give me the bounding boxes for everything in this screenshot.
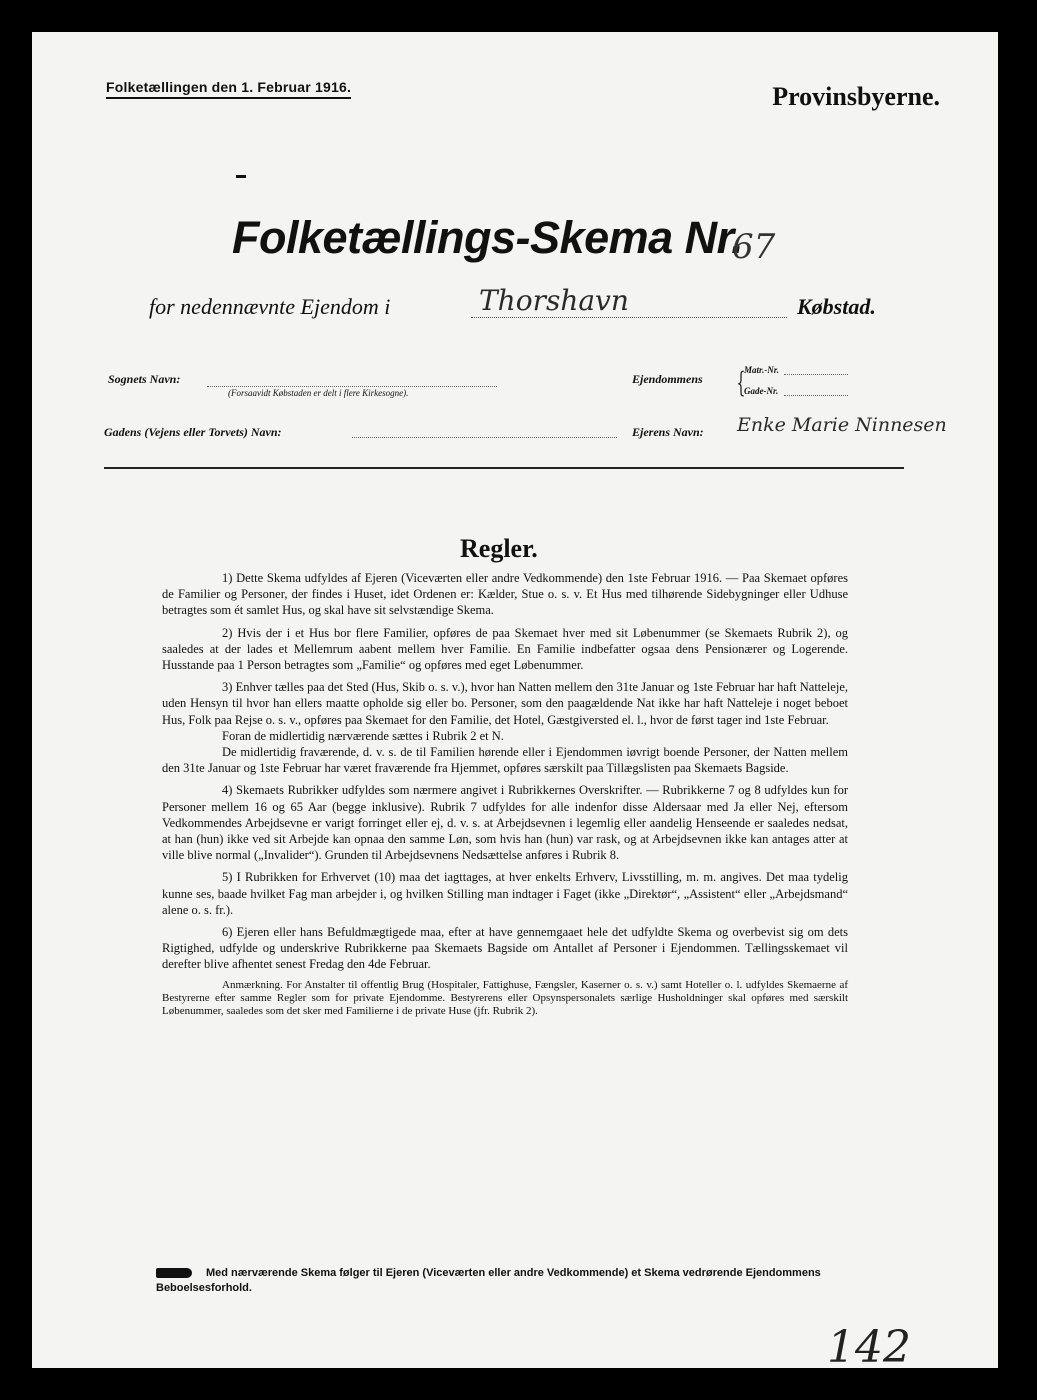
remark: Anmærkning. For Anstalter til offentlig Brug (Hospitaler, Fattighuse, Fængsler, Kaserner o. s. v.) samt Hoteller o. l. udfyldes Skemaerne af Bestyrerne efter samme Regler som for private Ejendomme. Bestyrerens eller Opsynspersonalets særlige Husholdninger skal opføres med særskilt Løbenummer, saaledes som det sker med Familierne i de private Huse (jfr. Rubrik 2). <box>162 978 848 1018</box>
property-trail: Købstad. <box>797 294 876 319</box>
street-label: Gadens (Vejens eller Torvets) Navn: <box>104 425 282 439</box>
town-field-line <box>471 317 787 318</box>
pointing-hand-icon <box>156 1268 192 1278</box>
rule-3: 3) Enhver tælles paa det Sted (Hus, Skib o. s. v.), hvor han Natten mellem den 31te Januar og 1ste Februar har haft Natteleje, uden Hensyn til hvor han ellers maatte opholde sig eller bo. Personer, som den paagældende Nat ikke har haft Natteleje i noget beboet Hus, Folk paa Rejse o. s. v., opføres paa Skemaet for den Familie, det Hotel, Gæstgiversted el. l., hvor de først tager ind 1ste Februar. <box>162 680 848 727</box>
brace-icon: { <box>736 366 746 399</box>
rule-6: 6) Ejeren eller hans Befuldmægtigede maa, efter at have gennemgaaet hele det udfyldte Skema og overbevist sig om dets Rigtighed, udfylde og underskrive Rubrikkerne paa Skemaets Bagside om Antallet af Personer i Ejendommen. Tællingsskemaet vil derefter blive afhentet senest Fredag den 4de Februar. <box>162 925 848 972</box>
gade-field <box>784 395 848 396</box>
rule-3-marker: Foran de midlertidig nærværende sættes i Rubrik 2 et N. <box>222 728 504 743</box>
parish-note: (Forsaavidt Købstaden er delt i flere Kirkesogne). <box>228 388 409 398</box>
parish-label: Sognets Navn: <box>108 372 181 386</box>
census-form-page <box>32 32 998 1373</box>
property-lead: for nedennævnte Ejendom i <box>149 294 391 319</box>
town-name: Thorshavn <box>479 284 629 317</box>
street-field <box>352 437 617 438</box>
region-label: Provinsbyerne. <box>772 82 940 111</box>
rules-body <box>162 570 848 1024</box>
matr-label: Matr.-Nr. <box>744 365 780 375</box>
parish-field <box>207 386 497 387</box>
property-number-label: Ejendommens <box>632 372 703 386</box>
dash-mark <box>236 175 246 178</box>
rule-1: 1) Dette Skema udfyldes af Ejeren (Viceværten eller andre Vedkommende) den 1ste Februar 1916. — Paa Skemaet opføres de Familier og Personer, der findes i Huset, idet Ordenen er: Kælder, Stue o. s. v. Et Hus med tilhørende Sidebygninger eller Udhuse betragtes som ét samlet Hus, og skal have sit selvstændige Skema. <box>162 571 848 618</box>
matr-field <box>784 374 848 375</box>
rules-heading: Regler. <box>460 534 538 563</box>
divider <box>104 467 904 469</box>
census-header: Folketællingen den 1. Februar 1916. <box>106 79 351 99</box>
page-number: 142 <box>827 1322 911 1373</box>
owner-name: Enke Marie Ninnesen <box>737 414 947 436</box>
rule-4: 4) Skemaets Rubrikker udfyldes som nærmere angivet i Rubrikkernes Overskrifter. — Rubrikkerne 7 og 8 udfyldes kun for Personer mellem 16 og 65 Aar (begge inklusive). Rubrik 7 udfyldes for alle indenfor disse Aldersaar med Ja eller Nej, eftersom Vedkommendes Arbejdsevne er varigt forringet eller ej, d. v. s. at Arbejdsevnen i legemlig eller aandelig Henseende er saaledes nedsat, at han (hun) ikke ved sit Arbejde kan opnaa den samme Løn, som hvis han (hun) var rask, og at Arbejdsevnen ikke kan antages atter at ville blive normal („Invalider“). Grunden til Arbejdsevnens Nedsættelse anføres i Rubrik 8. <box>162 783 848 863</box>
owner-label: Ejerens Navn: <box>632 425 704 439</box>
footer-text: Med nærværende Skema følger til Ejeren (Viceværten eller andre Vedkommende) et Skema vedrørende Ejendommens Beboelsesforhold. <box>156 1267 821 1294</box>
form-title: Folketællings-Skema Nr. <box>232 212 744 263</box>
gade-label: Gade-Nr. <box>744 386 779 396</box>
footer-note <box>156 1266 846 1296</box>
rule-3-absent: De midlertidig fraværende, d. v. s. de til Familien hørende eller i Ejendommen iøvrigt boende Personer, der Natten mellem den 31te Januar og 1ste Februar har været fraværende fra Hjemmet, opføres særskilt paa Tillægslisten paa Skemaets Bagside. <box>162 745 848 776</box>
rule-5: 5) I Rubrikken for Erhvervet (10) maa det iagttages, at hver enkelts Erhverv, Livsstilling, m. m. angives. Det maa tydelig kunne ses, baade hvilket Fag man arbejder i, og hvilken Stilling man indtager i Faget (ikke „Direktør“, „Assistent“ eller „Arbejdsmand“ alene o. s. fr.). <box>162 870 848 917</box>
rule-2: 2) Hvis der i et Hus bor flere Familier, opføres de paa Skemaet hver med sit Løbenummer (se Skemaets Rubrik 2), og saaledes at der lades et Mellemrum aabent mellem hver Familie. En Familie indbefatter ogsaa dens Pensionærer og Logerende. Husstande paa 1 Person betragtes som „Familie“ og opføres med eget Løbenummer. <box>162 625 848 673</box>
form-number: 67 <box>732 227 776 267</box>
